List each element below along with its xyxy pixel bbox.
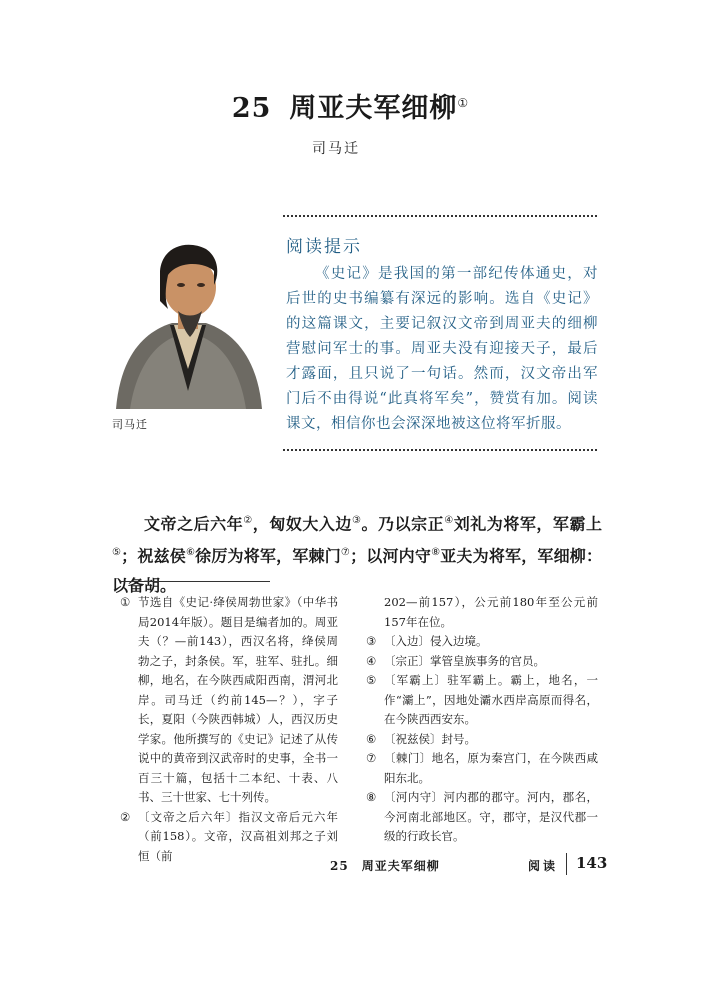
main-text-paragraph <box>112 506 602 600</box>
footnote-mark: ④ <box>366 653 377 668</box>
footnote-item <box>366 671 598 730</box>
footnote-mark: ⑤ <box>366 673 377 687</box>
footer-lesson-title: 25 周亚夫军细柳 <box>330 859 440 873</box>
footnote-mark-4: ④ <box>444 515 454 526</box>
footnotes-left-column <box>120 593 338 866</box>
footnote-item <box>366 632 598 652</box>
text-segment: 刘礼为将军，军霸上 <box>453 514 602 534</box>
footnote-text: 〔入边〕侵入边境。 <box>384 634 488 648</box>
footnote-mark-6: ⑥ <box>185 547 196 559</box>
author-name: 司马迁 <box>312 141 360 157</box>
portrait-caption: 司马迁 <box>112 418 148 431</box>
reading-tips-text: 《史记》是我国的第一部纪传体通史，对后世的史书编纂有深远的影响。选自《史记》的这篇课文，主要记叙汉文帝到周亚夫的细柳营慰问军士的事。周亚夫没有迎接天子，最后才露面，且只说了一句话。然而，汉文帝出军门后不由得说“此真将军矣”，赞赏有加。阅读课文，相信你也会深深地被这位将军折服。 <box>286 266 598 432</box>
text-segment: ；以河内守 <box>350 546 432 566</box>
lesson-title-text: 周亚夫军细柳 <box>289 93 458 124</box>
text-segment: 文帝之后六年 <box>144 514 244 534</box>
footnote-mark: ② <box>120 809 131 824</box>
footnote-mark: ⑦ <box>366 751 377 765</box>
text-segment: 亚夫为将军，军细柳：以备胡。 <box>112 546 602 595</box>
footnote-text: 节选自《史记·绛侯周勃世家》（中华书局2014年版）。题目是编者加的。周亚夫（？—前143），西汉名将，绛侯周勃之子，封条侯。军，驻军、驻扎。细柳，地名，在今陕西咸阳西南，渭河北岸。司马迁（约前145—？），字子长，夏阳（今陕西韩城）人，西汉历史学家。他所撰写的《史记》记述了从传说中的黄帝到汉武帝时的史事，全书一百三十篇，包括十二本纪、十表、八书、三十世家、七十列传。 <box>138 595 338 804</box>
footer-section-label: 阅读 <box>528 859 559 873</box>
footnote-text: 〔文帝之后六年〕指汉文帝后元六年（前158）。文帝，汉高祖刘邦之子刘恒（前 <box>138 809 338 863</box>
footnote-rule <box>120 581 270 582</box>
footnote-text: 〔军霸上〕驻军霸上。霸上，地名，一作“灞上”，因地处灞水西岸高原而得名，在今陕西西安东。 <box>384 673 598 726</box>
footnote-item <box>366 749 598 788</box>
footnote-text: 〔河内守〕河内郡的郡守。河内，郡名，今河南北部地区。守，郡守，是汉代郡一级的行政长官。 <box>384 790 598 843</box>
footnotes-right-column <box>366 593 598 847</box>
footnote-mark: ① <box>120 595 131 609</box>
text-segment: 徐厉为将军，军棘门 <box>195 546 341 566</box>
text-segment: ；祝兹侯 <box>121 546 186 566</box>
title-footnote-mark: ① <box>457 96 470 110</box>
footnote-mark-7: ⑦ <box>340 547 351 559</box>
footnote-text: 〔宗正〕掌管皇族事务的官员。 <box>384 653 545 668</box>
footnote-mark: ③ <box>366 634 377 648</box>
footnote-mark: ⑥ <box>366 731 377 746</box>
footnote-item <box>120 808 338 867</box>
lesson-title <box>0 86 701 125</box>
footnote-text: 〔祝兹侯〕封号。 <box>384 731 476 746</box>
lesson-number: 25 <box>231 93 272 124</box>
text-segment: 。乃以宗正 <box>361 514 445 534</box>
text-segment: ，匈奴大入边 <box>252 514 352 534</box>
footnote-continuation: 202—前157），公元前180年至公元前157年在位。 <box>384 595 598 629</box>
sima-qian-portrait <box>110 241 265 409</box>
footnote-item <box>120 593 338 808</box>
footnote-mark-8: ⑧ <box>431 547 441 559</box>
footnote-mark: ⑧ <box>366 790 377 804</box>
footnote-text: 〔棘门〕地名，原为秦宫门，在今陕西咸阳东北。 <box>384 751 598 785</box>
tips-top-divider <box>283 215 597 217</box>
footnote-item <box>366 788 598 847</box>
footnote-mark-2: ② <box>243 515 253 526</box>
footnote-mark-5: ⑤ <box>112 547 122 559</box>
footnote-item <box>366 652 598 672</box>
footnote-item <box>366 730 598 750</box>
page-number: 143 <box>576 854 608 872</box>
footer-separator <box>566 853 567 875</box>
tips-bottom-divider <box>283 449 597 451</box>
reading-tips-heading: 阅读提示 <box>286 237 362 257</box>
footnote-mark-3: ③ <box>351 515 362 526</box>
